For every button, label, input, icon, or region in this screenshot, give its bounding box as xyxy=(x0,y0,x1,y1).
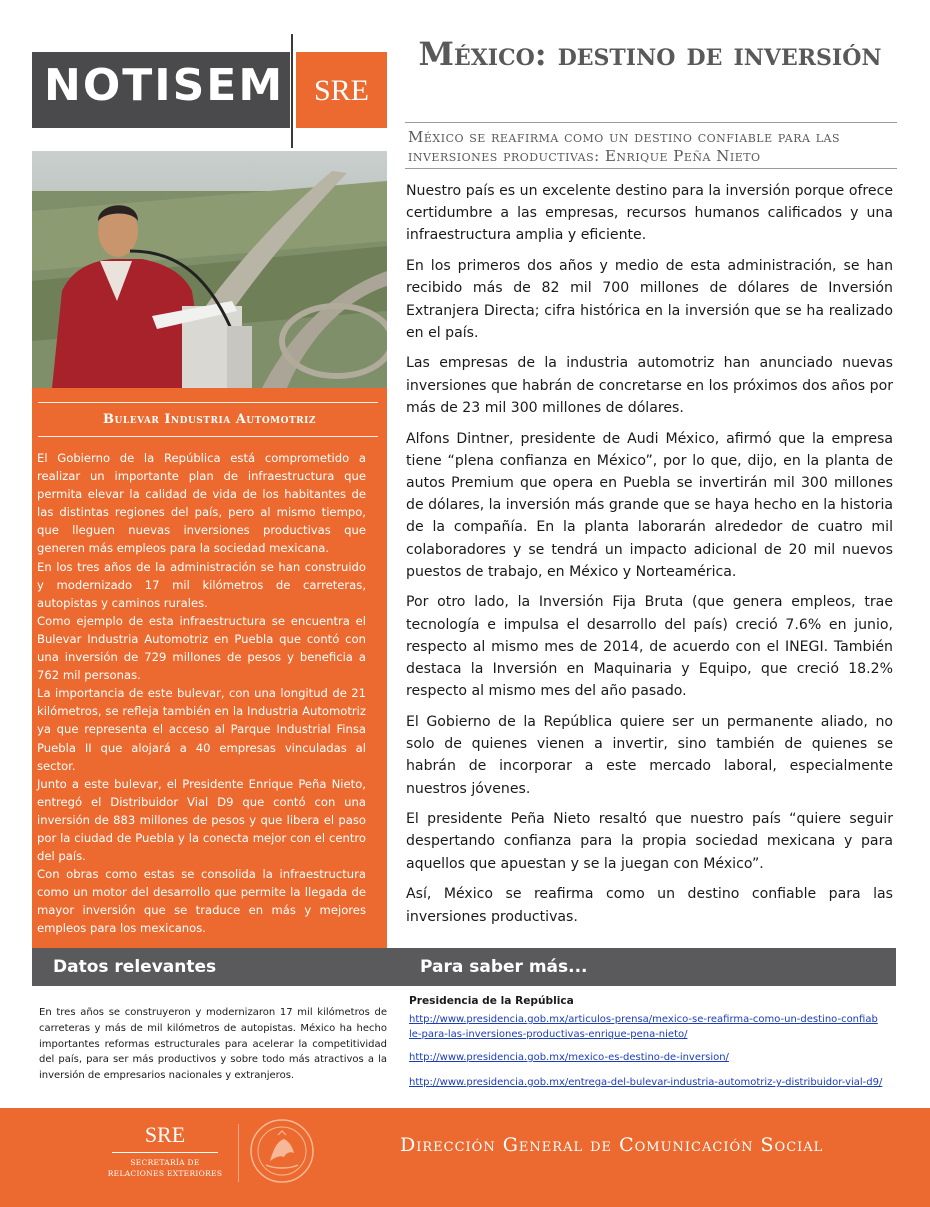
datos-relevantes-text: En tres años se construyeron y modernizaron 17 mil kilómetros de carreteras y más de mil kilómetros de autopistas. México ha hecho importantes reformas estructurales para acelerar la competitividad del país, para ser más productivos y sobre todo más atractivos a la inversión de empresarios nacionales y extranjeros. xyxy=(39,1007,387,1082)
article-paragraph: En los primeros dos años y medio de esta administración, se han recibido más de 82 mil 700 millones de dólares de Inversión Extranjera Directa; cifra histórica en la inversión que se ha realizado en el país. xyxy=(406,258,893,341)
footer-divider xyxy=(238,1124,239,1182)
article-paragraph: El presidente Peña Nieto resaltó que nuestro país “quiere seguir despertando confianza para la propia sociedad mexicana y para aquellos que apuestan y se la juegan con México”. xyxy=(406,811,893,872)
sidebar-paragraph: El Gobierno de la República está comprometido a realizar un importante plan de infraestructura que permita elevar la calidad de vida de los habitantes de las distintas regiones del país, pero al mismo tiempo, que lleguen nuevas inversiones productivas que generen más empleos para la sociedad mexicana. xyxy=(37,451,366,556)
footer-sre-rule xyxy=(112,1152,218,1153)
reference-link[interactable]: http://www.presidencia.gob.mx/articulos-prensa/mexico-se-reafirma-como-un-destino-confiable-para-las-inversiones-productivas-enrique-pena-nieto/ xyxy=(409,1014,878,1040)
sidebar-paragraph: Junto a este bulevar, el Presidente Enrique Peña Nieto, entregó el Distribuidor Vial D9 que contó con una inversión de 883 millones de pesos y que libera el paso por la ciudad de Puebla y la conecta mejor con el centro del país. xyxy=(37,776,366,864)
article-paragraph: Así, México se reafirma como un destino confiable para las inversiones productivas. xyxy=(406,886,893,925)
sidebar-paragraph: Como ejemplo de esta infraestructura se encuentra el Bulevar Industria Automotriz en Puebla que contó con una inversión de 729 millones de pesos y beneficia a 762 mil personas. xyxy=(37,613,366,683)
mexican-coat-of-arms-seal-icon xyxy=(248,1117,316,1185)
reference-link[interactable]: http://www.presidencia.gob.mx/entrega-del-bulevar-industria-automotriz-y-distribuidor-vial-d9/ xyxy=(409,1077,883,1088)
footer-sre-sub-line-1: SECRETARÍA DE xyxy=(130,1158,200,1167)
sidebar-title-top-rule xyxy=(38,402,378,403)
article-paragraph: Alfons Dintner, presidente de Audi México, afirmó que la empresa tiene “plena confianza en México”, por lo que, dijo, en la planta de autos Premium que opera en Puebla se invertirán mil 300 millones de dólares, la inversión más grande que se haya hecho en la historia de la compañía. En la planta laborarán alrededor de cuatro mil colaboradores y se tendrá un impacto adicional de 20 mil nuevos puestos de trabajo, en México y Norteamérica. xyxy=(406,430,893,580)
sre-logo: SRE xyxy=(313,74,370,107)
article-paragraph: Las empresas de la industria automotriz han anunciado nuevas inversiones que habrán de concretarse en los próximos dos años por más de 23 mil 300 millones de dólares. xyxy=(406,355,893,416)
footer-sre-sub-line-2: RELACIONES EXTERIORES xyxy=(107,1169,223,1178)
datos-relevantes-heading: Datos relevantes xyxy=(53,957,217,977)
page-subtitle: México se reafirma como un destino confiable para las inversiones productivas: Enrique Peña Nieto xyxy=(408,128,840,165)
masthead-divider xyxy=(291,34,293,148)
reference-link[interactable]: http://www.presidencia.gob.mx/mexico-es-destino-de-inversion/ xyxy=(409,1052,729,1063)
sidebar-title-bottom-rule xyxy=(38,436,378,437)
subtitle-bottom-rule xyxy=(405,168,897,169)
subtitle-top-rule xyxy=(405,122,897,123)
photo-president-speaking-at-podium-icon xyxy=(32,151,387,388)
sidebar-paragraph: La importancia de este bulevar, con una longitud de 21 kilómetros, se refleja también en la Industria Automotriz ya que representa el acceso al Parque Industrial Finsa Puebla II que alojará a 40 empresas vinculadas al sector. xyxy=(37,686,366,773)
article-body xyxy=(406,180,893,936)
president-photo xyxy=(32,151,387,388)
footer-direccion-title: Dirección General de Comunicación Social xyxy=(400,1134,824,1156)
sidebar-title: Bulevar Industria Automotriz xyxy=(103,412,316,427)
article-paragraph: El Gobierno de la República quiere ser un permanente aliado, no solo de quienes vienen a invertir, sino también de quienes se habrán de incorporar a este mercado laboral, especialmente nuestros jóvenes. xyxy=(406,713,893,797)
sidebar-paragraph: En los tres años de la administración se han construido y modernizado 17 mil kilómetros de carreteras, autopistas y caminos rurales. xyxy=(37,559,366,610)
presidencia-heading: Presidencia de la República xyxy=(409,995,574,1007)
sidebar-body xyxy=(37,449,366,938)
para-saber-mas-heading: Para saber más... xyxy=(420,957,588,977)
sidebar-paragraph: Con obras como estas se consolida la infraestructura como un motor del desarrollo que permite la llegada de mayor inversión que se traduce en más y mejores empleos para los mexicanos. xyxy=(37,867,366,936)
article-paragraph: Por otro lado, la Inversión Fija Bruta (que genera empleos, trae tecnología e impulsa el desarrollo del país) creció 7.6% en junio, respecto al mismo mes de 2014, de acuerdo con el INEGI. También destaca la Inversión en Maquinaria y Equipo, que creció 18.2% respecto al mismo mes del año pasado. xyxy=(406,594,893,700)
footer-sre-logo: SRE xyxy=(144,1122,186,1147)
article-paragraph: Nuestro país es un excelente destino para la inversión porque ofrece certidumbre a las empresas, recursos humanos calificados y una infraestructura amplia y eficiente. xyxy=(406,183,893,244)
footer-sre-subtitle xyxy=(100,1157,230,1179)
notisem-logo: NOTISEM xyxy=(44,60,285,111)
page-title: México: destino de inversión xyxy=(418,35,882,73)
